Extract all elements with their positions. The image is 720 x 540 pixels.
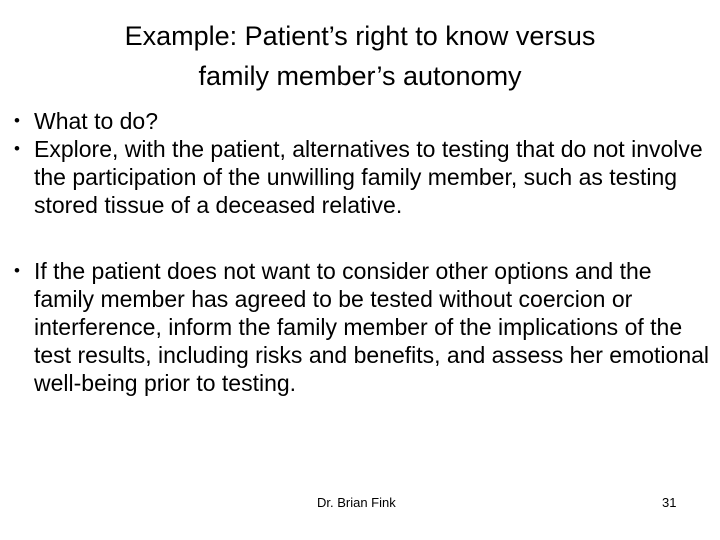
bullet-icon: • xyxy=(14,139,20,158)
slide-title-line-1: Example: Patient’s right to know versus xyxy=(124,21,596,51)
bullet-text: If the patient does not want to consider other options and the family member has agreed to be tested without coercion or interference, inform the family member of the implications of the test results, including risks and benefits, and assess her emotional well-being prior to testing. xyxy=(34,258,710,396)
bullet-list xyxy=(14,107,714,397)
bullet-item-what-to-do xyxy=(14,107,714,135)
bullet-icon: • xyxy=(14,111,20,130)
bullet-item-other-options xyxy=(14,257,714,397)
bullet-text: What to do? xyxy=(34,108,159,134)
bullet-item-explore xyxy=(14,135,714,219)
footer-author: Dr. Brian Fink xyxy=(317,495,396,510)
bullet-text: Explore, with the patient, alternatives to testing that do not involve the participation of the unwilling family member, such as testing stored tissue of a deceased relative. xyxy=(34,136,703,218)
slide-title xyxy=(40,16,680,96)
bullet-icon: • xyxy=(14,261,20,280)
page-number: 31 xyxy=(662,495,677,510)
slide-title-line-2: family member’s autonomy xyxy=(198,61,522,91)
